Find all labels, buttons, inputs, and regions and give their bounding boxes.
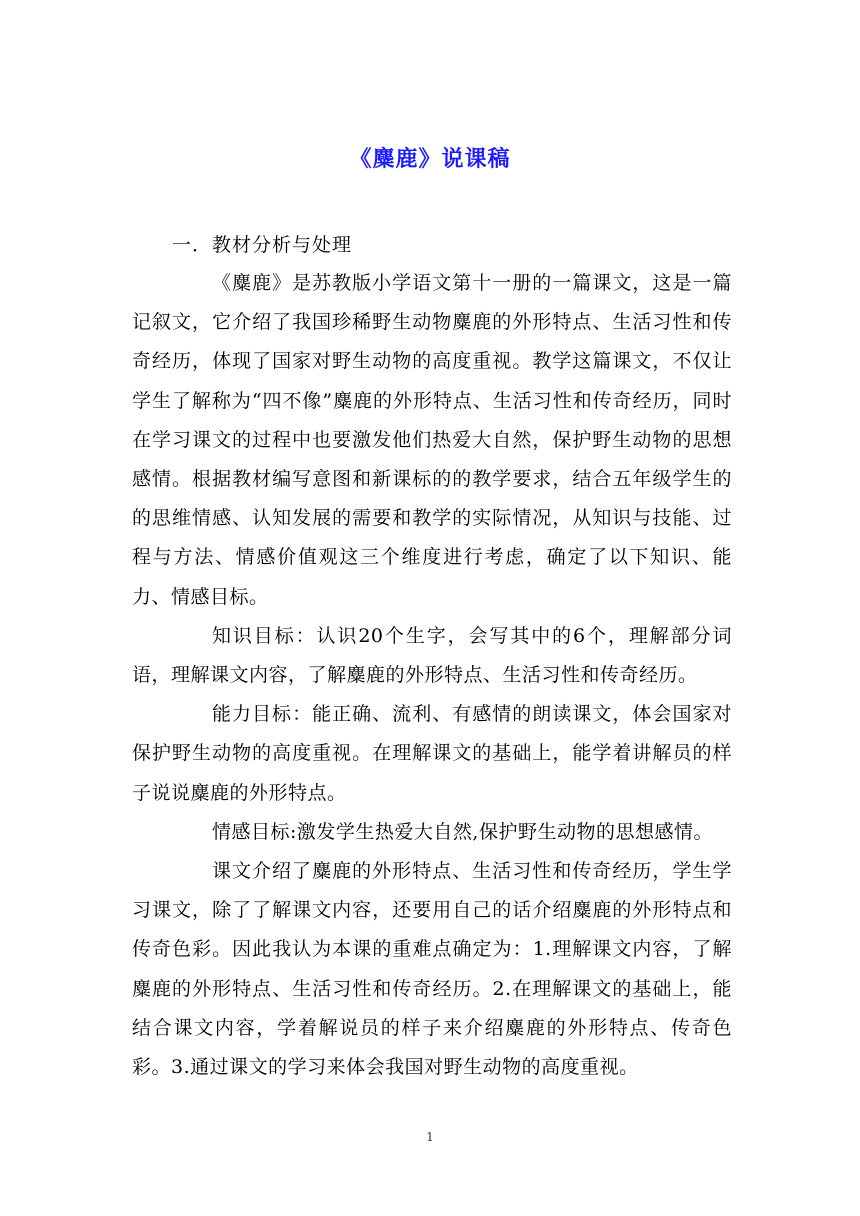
section-heading: 一．教材分析与处理 [172, 234, 353, 256]
paragraph-key-points: 课文介绍了麋鹿的外形特点、生活习性和传奇经历，学生学习课文，除了了解课文内容，还要用自己的话介绍麋鹿的外形特点和传奇色彩。因此我认为本课的重难点确定为：1.理解课文内容，了解麋鹿的外形特点、生活习性和传奇经历。2.在理解课文的基础上，能结合课文内容，学着解说员的样子来介绍麋鹿的外形特点、传奇色彩。3.通过课文的学习来体会我国对野生动物的高度重视。 [132, 860, 732, 1079]
paragraph-intro: 《麋鹿》是苏教版小学语文第十一册的一篇课文，这是一篇记叙文，它介绍了我国珍稀野生动物麋鹿的外形特点、生活习性和传奇经历，体现了国家对野生动物的高度重视。教学这篇课文，不仅让学生了解称为“四不像”麋鹿的外形特点、生活习性和传奇经历，同时在学习课文的过程中也要激发他们热爱大自然，保护野生动物的思想感情。根据教材编写意图和新课标的的教学要求，结合五年级学生的的思维情感、认知发展的需要和教学的实际情况，从知识与技能、过程与方法、情感价值观这三个维度进行考虑，确定了以下知识、能力、情感目标。 [132, 272, 732, 608]
page-title: 《麋鹿》说课稿 [349, 146, 511, 172]
page-number: 1 [426, 1130, 434, 1144]
body-text [132, 264, 732, 1087]
paragraph-knowledge-goal: 知识目标：认识20个生字，会写其中的6个，理解部分词语，理解课文内容，了解麋鹿的外形特点、生活习性和传奇经历。 [132, 624, 732, 687]
paragraph-ability-goal: 能力目标：能正确、流利、有感情的朗读课文，体会国家对保护野生动物的高度重视。在理解课文的基础上，能学着讲解员的样子说说麋鹿的外形特点。 [132, 703, 732, 804]
paragraph-emotion-goal: 情感目标:激发学生热爱大自然,保护野生动物的思想感情。 [212, 820, 713, 843]
